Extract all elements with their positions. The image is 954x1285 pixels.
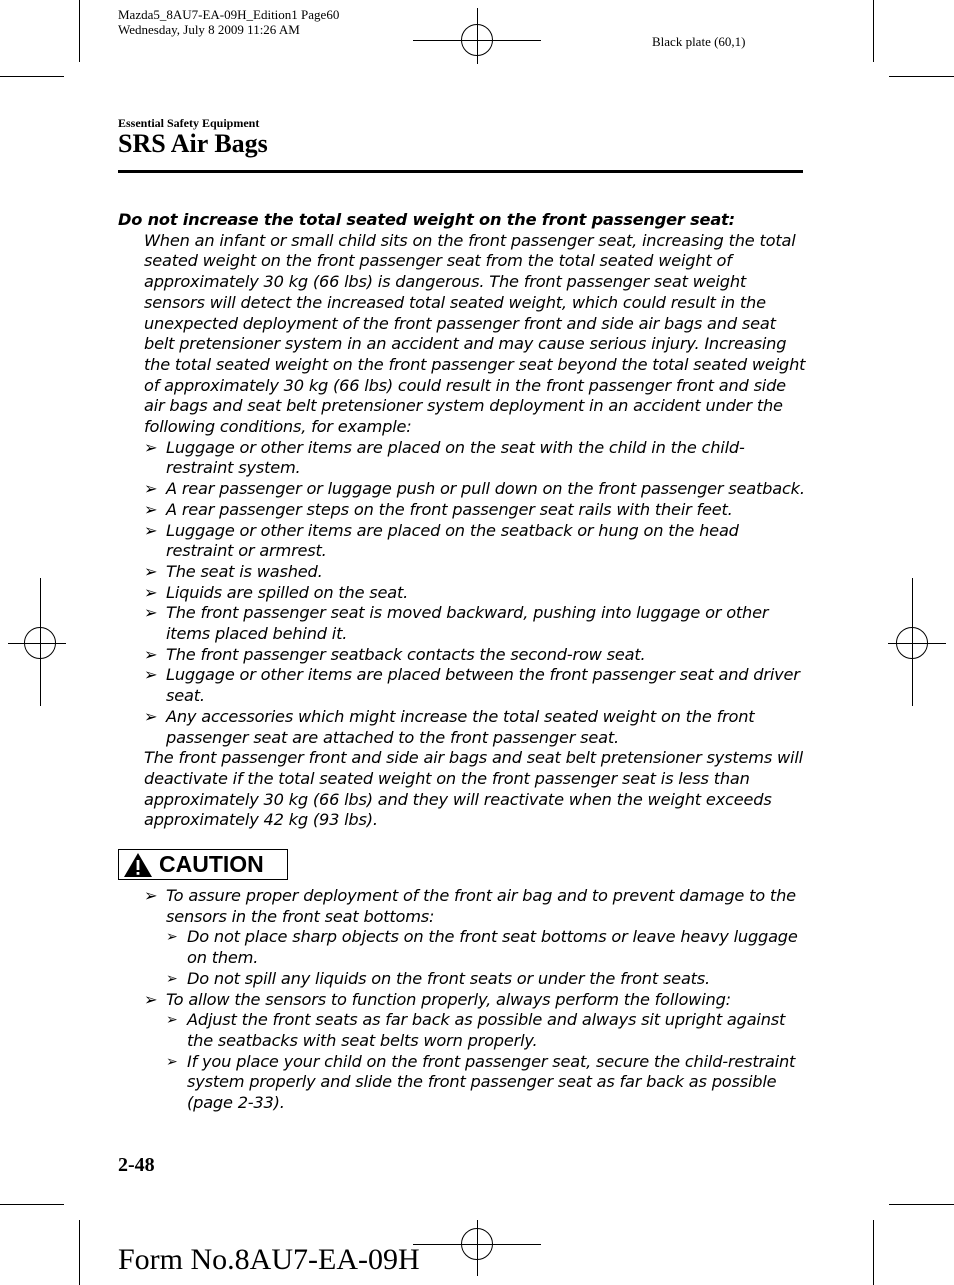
bullet-marker: ➢ bbox=[166, 1012, 178, 1029]
bullet-marker: ➢ bbox=[144, 886, 158, 905]
list-item bbox=[144, 479, 808, 500]
caution-item bbox=[144, 990, 808, 1011]
bullet-marker: ➢ bbox=[166, 929, 178, 946]
list-item bbox=[166, 1010, 808, 1051]
print-meta bbox=[118, 7, 339, 37]
list-item-text: The front passenger seat is moved backward, pushing into luggage or other items placed behind it. bbox=[166, 603, 769, 644]
list-item bbox=[166, 969, 808, 990]
print-meta-line1: Mazda5_8AU7-EA-09H_Edition1 Page60 bbox=[118, 7, 340, 22]
bullet-marker: ➢ bbox=[144, 437, 158, 457]
list-item-text: Luggage or other items are placed on the seat with the child in the child-restraint system. bbox=[166, 437, 745, 478]
bullet-marker: ➢ bbox=[144, 520, 158, 540]
bullet-marker: ➢ bbox=[144, 706, 158, 726]
caution-sublist bbox=[118, 927, 808, 989]
form-number: Form No.8AU7-EA-09H bbox=[118, 1243, 420, 1276]
caution-list bbox=[118, 886, 808, 1114]
list-item bbox=[144, 583, 808, 604]
plate-label: Black plate (60,1) bbox=[652, 34, 746, 49]
list-item bbox=[144, 562, 808, 583]
list-item bbox=[144, 521, 808, 562]
bullet-marker: ➢ bbox=[166, 1053, 178, 1070]
list-item bbox=[166, 927, 808, 968]
warning-block bbox=[118, 210, 808, 831]
warning-closing: The front passenger front and side air bags and seat belt pretensioner systems will deactivate if the total seated weight on the front passenger seat is less than approximately 30 kg (66 lbs) and they will reactivate when the weight exceeds approximately 42 kg (93 lbs). bbox=[144, 748, 803, 830]
warning-intro: When an infant or small child sits on the front passenger seat, increasing the total seated weight on the front passenger seat from the total seated weight of approximately 30 kg (66 lbs) is dangerous. The front passenger seat weight sensors will detect the increased total seated weight, which could result in the unexpected deployment of the front passenger front and side air bags and seat belt pretensioner system in an accident and may cause serious injury. Increasing the total seated weight on the front passenger seat beyond the total seated weight of approximately 30 kg (66 lbs) could result in the front passenger front and side air bags and seat belt pretensioner system deployment in an accident under the following conditions, for example: bbox=[144, 230, 806, 437]
caution-item bbox=[144, 886, 808, 927]
list-item-text: If you place your child on the front passenger seat, secure the child-restraint system properly and slide the front passenger seat as far back as possible (page 2-33). bbox=[187, 1051, 796, 1113]
list-item bbox=[144, 645, 808, 666]
list-item-text: A rear passenger steps on the front passenger seat rails with their feet. bbox=[166, 499, 733, 519]
list-item-text: Luggage or other items are placed between the front passenger seat and driver seat. bbox=[166, 665, 800, 706]
list-item bbox=[144, 665, 808, 706]
list-item-text: Do not spill any liquids on the front seats or under the front seats. bbox=[187, 968, 710, 988]
list-item-text: Liquids are spilled on the seat. bbox=[166, 582, 409, 602]
list-item bbox=[144, 603, 808, 644]
list-item-text: The seat is washed. bbox=[166, 561, 323, 581]
bullet-marker: ➢ bbox=[144, 665, 158, 685]
bullet-marker: ➢ bbox=[144, 561, 158, 581]
warning-heading: Do not increase the total seated weight on the front passenger seat: bbox=[118, 210, 735, 229]
list-item-text: The front passenger seatback contacts the second-row seat. bbox=[166, 644, 646, 664]
list-item-text: Luggage or other items are placed on the seatback or hung on the head restraint or armrest. bbox=[166, 520, 739, 561]
caution-item-text: To assure proper deployment of the front air bag and to prevent damage to the sensors in the front seat bottoms: bbox=[166, 886, 796, 926]
warning-triangle-icon bbox=[123, 852, 153, 878]
caution-label: CAUTION bbox=[159, 851, 264, 877]
bullet-marker: ➢ bbox=[144, 582, 158, 602]
list-item-text: A rear passenger or luggage push or pull down on the front passenger seatback. bbox=[166, 479, 805, 499]
list-item-text: Any accessories which might increase the total seated weight on the front passenger seat are attached to the front passenger seat. bbox=[166, 706, 755, 747]
list-item-text: Adjust the front seats as far back as possible and always sit upright against the seatbacks with seat belts worn properly. bbox=[187, 1010, 786, 1050]
bullet-marker: ➢ bbox=[166, 970, 178, 987]
caution-item-text: To allow the sensors to function properly, always perform the following: bbox=[166, 989, 731, 1009]
bullet-marker: ➢ bbox=[144, 989, 158, 1009]
page-title: SRS Air Bags bbox=[118, 129, 268, 158]
section-label: Essential Safety Equipment bbox=[118, 116, 260, 130]
page-number: 2-48 bbox=[118, 1154, 155, 1176]
caution-banner bbox=[118, 849, 288, 880]
list-item-text: Do not place sharp objects on the front seat bottoms or leave heavy luggage on them. bbox=[187, 927, 798, 968]
list-item bbox=[144, 707, 808, 748]
list-item bbox=[144, 500, 808, 521]
caution-sublist bbox=[118, 1010, 808, 1114]
bullet-marker: ➢ bbox=[144, 499, 158, 519]
bullet-marker: ➢ bbox=[144, 644, 158, 664]
title-rule bbox=[118, 170, 803, 173]
bullet-marker: ➢ bbox=[144, 479, 158, 499]
list-item bbox=[144, 438, 808, 479]
warning-bullet-list bbox=[118, 438, 808, 749]
print-meta-line2: Wednesday, July 8 2009 11:26 AM bbox=[118, 22, 300, 37]
list-item bbox=[166, 1052, 808, 1114]
bullet-marker: ➢ bbox=[144, 603, 158, 623]
